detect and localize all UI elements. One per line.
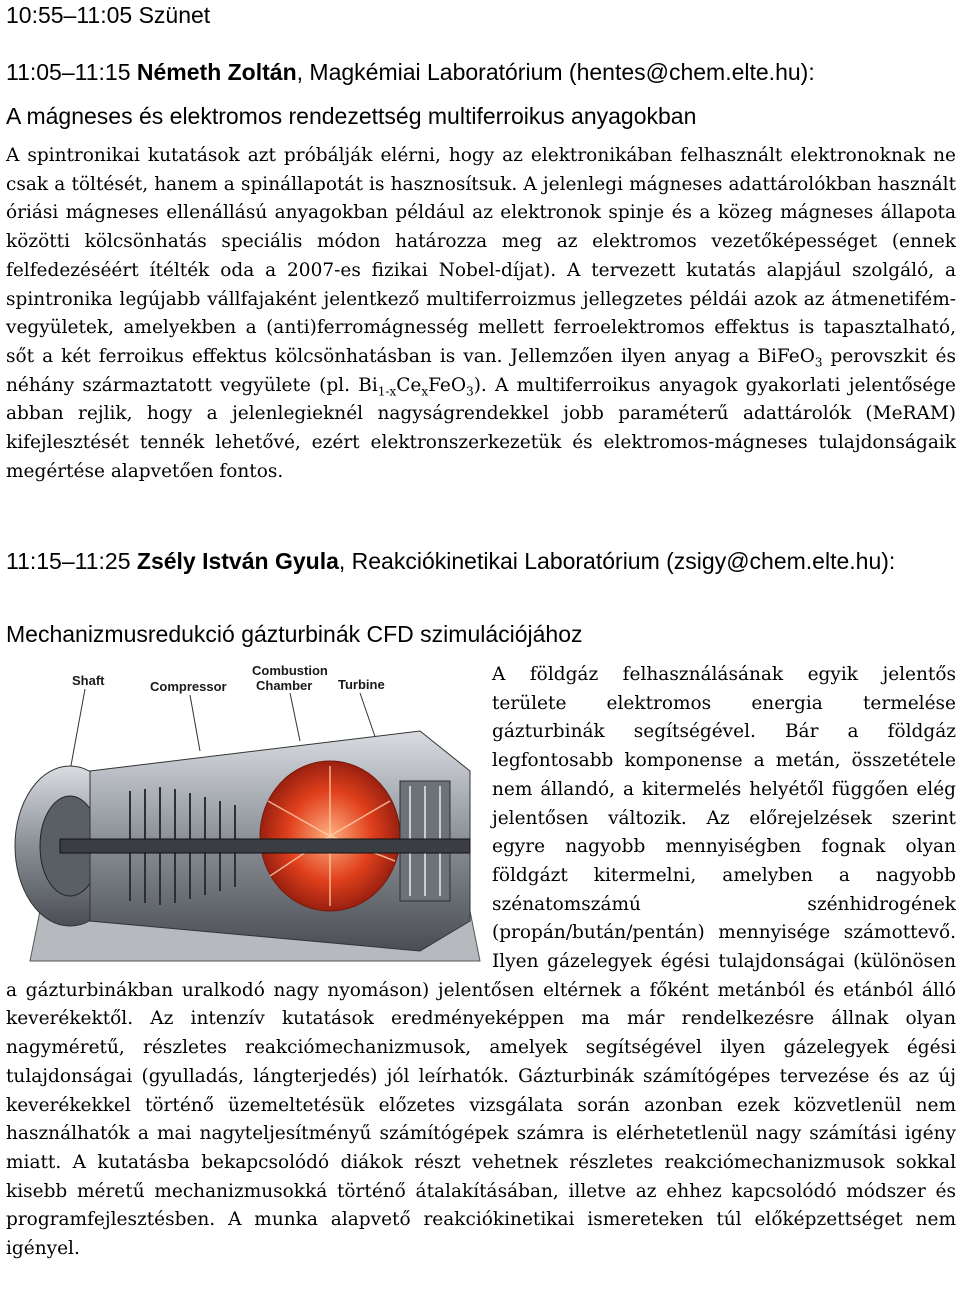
break-label: Szünet [138,2,211,28]
talk2-header [6,546,895,576]
talk1-speaker: Németh Zoltán [136,59,297,85]
talk1-abstract-d: FeO [428,374,467,396]
break-time: 10:55–11:05 [6,2,133,28]
talk1-abstract [6,142,956,486]
talk1-time: 11:05–11:15 [6,59,131,85]
label-combustion: Combustion [252,663,328,678]
talk2-body [6,661,956,1264]
talk1-title: A mágneses és elektromos rendezettség multiferroikus anyagokban [6,103,697,129]
label-shaft: Shaft [72,673,105,688]
talk2-title: Mechanizmusredukció gázturbinák CFD szimulációjához [6,621,583,647]
talk1-affiliation: , Magkémiai Laboratórium (hentes@chem.elte.hu): [296,59,815,85]
talk2-speaker: Zsély István Gyula [136,548,339,574]
talk2-affiliation: , Reakciókinetikai Laboratórium (zsigy@chem.elte.hu): [338,548,896,574]
talk1-sub-x: x [421,384,429,399]
talk1-header [6,57,815,87]
talk1-abstract-b: perovszkit és néhány származtatott vegyülete (pl. Bi [6,345,956,396]
talk2-time: 11:15–11:25 [6,548,131,574]
label-turbine: Turbine [338,677,385,692]
label-compressor: Compressor [150,679,227,694]
gas-turbine-figure [0,661,492,973]
label-chamber: Chamber [256,678,313,693]
gas-turbine-illustration [0,661,492,973]
shaft [60,839,470,853]
break-line [6,0,210,30]
talk1-sub-1x: 1-x [377,384,397,399]
talk1-abstract-e: ). A multiferroikus anyagok gyakorlati jelentősége abban rejlik, hogy a jelenlegieknél nagyságrendekkel jobb paraméterű adattárolók (MeRAM) kifejlesztését tennék lehetővé, ezért elektronszerkezetük és elektromos-mágneses tulajdonságaik megértése alapvetően fontos. [6,374,956,482]
talk1-abstract-a: A spintronikai kutatások azt próbálják elérni, hogy az elektronikában felhasznált elektronoknak ne csak a töltését, hanem a spinállapotát is hasznosítsuk. A jelenlegi mágneses adattárolókban használt óriási mágneses ellenállású anyagokban például az elektronok spinje és a közeg mágneses állapota közötti kölcsönhatás speciális módon határozza meg az elektromos vezetőképességet (ennek felfedezéséért ítélték oda a 2007-es fizikai Nobel-díjat). A tervezett kutatás alapjául szolgáló, a spintronika legújabb vállfajaként jelentkező multiferroizmus jellegzetes példái azok az átmenetifém-vegyületek, amelyekben a (anti)ferromágnesség mellett ferroelektromos effektus is tapasztalható, sőt a két ferroikus effektus kölcsönhatásban is van. Jellemzően ilyen anyag a BiFeO [6,145,956,367]
talk1-sub-3a: 3 [814,355,823,370]
talk2-abstract: A földgáz felhasználásának egyik jelentős területe elektromos energia termelése gázturbinák segítségével. Bár a földgáz legfontosabb komponense a metán, összetétele nem állandó, a kitermelés helyétől függően elég jelentősen változik. Az előrejelzések szerint egyre nagyobb mennyiségben fognak olyan földgázt kitermelni, amelyben a nagyobb szénatomszámú szénhidrogének (propán/bután/pentán) mennyisége számottevő. Ilyen gázelegyek égési tulajdonságai (különösen a gázturbinákban uralkodó nagy nyomáson) jelentősen eltérnek a főként metánból és etánból álló keverékektől. Az intenzív kutatások eredményeképpen ma már rendelkezésre állnak olyan nagyméretű, részletes reakciómechanizmusok, amelyek segítségével ilyen gázelegyek égési tulajdonságai (gyulladás, lángterjedés) jól leírhatók. Gázturbinák számítógépes tervezése és az új keverékekkel történő üzemeltetésük előzetes vizsgálata során azonban ezek közvetlenül nem használhatók a mai nagyteljesítményű számítógépek számra is elérhetetlenül nagy számítási igény miatt. A kutatásba bekapcsolódó diákok részt vehetnek részletes reakciómechanizmusok sokkal kisebb méretű mechanizmusokká történő átalakításában, illetve az ehhez kapcsolódó módszer és programfejlesztésben. A munka alapvető reakciókinetikai ismereteken túl előképzettséget nem igényel. [6,664,956,1260]
talk1-sub-3b: 3 [466,384,474,399]
talk1-abstract-c: Ce [396,374,422,396]
